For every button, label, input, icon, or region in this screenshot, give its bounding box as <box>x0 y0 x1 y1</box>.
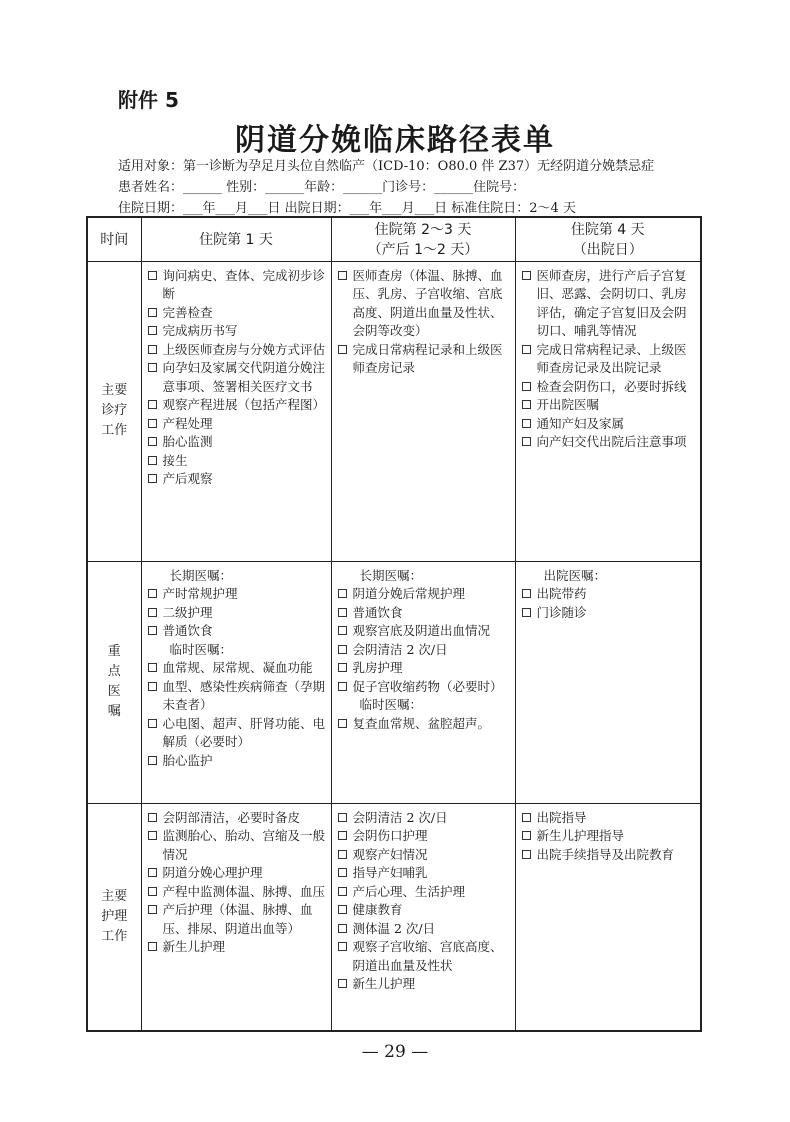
checklist-item-text: 健康教育 <box>352 902 403 917</box>
checklist-item <box>148 470 326 489</box>
checklist-item <box>338 622 510 641</box>
order-section-heading <box>338 567 510 586</box>
checklist-item <box>148 341 326 360</box>
checklist-item <box>338 827 510 846</box>
checklist-item <box>338 267 510 341</box>
checklist-item-text: 普通饮食 <box>162 623 213 638</box>
checklist-item <box>338 883 510 902</box>
checklist-item <box>338 864 510 883</box>
checklist-item-text: 新生儿护理 <box>352 976 416 991</box>
checkbox[interactable] <box>338 626 347 635</box>
checklist-item-text: 普通饮食 <box>352 604 403 620</box>
row-label-line: 重 <box>107 644 121 659</box>
checklist-item <box>148 752 326 771</box>
checkbox[interactable] <box>522 813 531 822</box>
checkbox[interactable] <box>338 942 347 951</box>
checklist-item <box>148 585 326 604</box>
checkbox[interactable] <box>148 419 157 428</box>
cell-nursing-day1 <box>141 803 331 1031</box>
checklist-item-text: 促子宫收缩药物（必要时） <box>352 678 503 694</box>
checklist-item <box>522 341 696 378</box>
checklist-item <box>338 585 510 604</box>
checkbox[interactable] <box>148 942 157 951</box>
checklist-item-text: 观察产妇情况 <box>352 846 428 862</box>
checklist-item <box>148 901 326 938</box>
checklist-item-text: 门诊随诊 <box>536 604 587 620</box>
meta-patient-info: 患者姓名：______ 性别：______年龄：______门诊号：______住院号： <box>118 180 526 195</box>
order-section-heading <box>148 567 326 586</box>
checklist-item <box>148 883 326 902</box>
table-header-row <box>87 217 701 261</box>
row-orders <box>87 561 701 803</box>
row-nursing <box>87 803 701 1031</box>
checklist-item-text: 长期医嘱： <box>359 567 423 583</box>
checklist-item <box>522 378 696 397</box>
checkbox[interactable] <box>338 887 347 896</box>
checklist-item-text: 临时医嘱： <box>359 697 423 712</box>
header-day4-line1: 住院第 4 天 <box>570 222 645 239</box>
header-day4-line2: （出院日） <box>572 242 643 259</box>
checkbox[interactable] <box>338 905 347 914</box>
checklist-item <box>148 433 326 452</box>
checkbox[interactable] <box>148 474 157 483</box>
checklist-item <box>522 415 696 434</box>
meta-dates: 住院日期：___年___月___日 出院日期：___年___月___日 标准住院日：2～4 天 <box>118 201 576 216</box>
annex-label: 附件 5 <box>118 88 179 112</box>
checklist-item-text: 产程中监测体温、脉搏、血压 <box>162 883 326 899</box>
checkbox[interactable] <box>338 345 347 354</box>
checkbox[interactable] <box>148 831 157 840</box>
checklist-item <box>338 901 510 920</box>
checklist-item <box>148 322 326 341</box>
clinical-pathway-table <box>86 216 702 1032</box>
row-label-line: 工作 <box>101 928 128 944</box>
checklist-item-text: 阴道分娩心理护理 <box>162 865 263 880</box>
checkbox[interactable] <box>148 719 157 728</box>
checkbox[interactable] <box>148 589 157 598</box>
checkbox[interactable] <box>338 589 347 598</box>
order-section-heading <box>522 567 696 586</box>
checkbox[interactable] <box>148 682 157 691</box>
checklist-item <box>338 715 510 734</box>
checklist-item-text: 产后观察 <box>162 471 213 486</box>
checklist-item-text: 新生儿护理 <box>162 939 226 954</box>
checkbox[interactable] <box>522 271 531 280</box>
checkbox[interactable] <box>522 831 531 840</box>
checklist-item-text: 完善检查 <box>162 304 213 320</box>
header-day2-3 <box>331 217 515 261</box>
cell-nursing-day2-3 <box>331 803 515 1031</box>
checklist-item <box>148 604 326 623</box>
checklist-item <box>522 396 696 415</box>
checklist-item-text: 出院医嘱： <box>543 567 607 583</box>
checklist-item-text: 临时医嘱： <box>169 641 233 657</box>
checkbox[interactable] <box>148 308 157 317</box>
checklist-item-text: 完成日常病程记录、上级医师查房记录及出院记录 <box>536 341 687 375</box>
cell-orders-day1 <box>141 561 331 803</box>
checkbox[interactable] <box>338 924 347 933</box>
checklist-item-text: 通知产妇及家属 <box>536 415 625 431</box>
checkbox[interactable] <box>338 868 347 877</box>
row-label-line: 医 <box>107 684 121 699</box>
checklist-item-text: 乳房护理 <box>352 660 403 675</box>
cell-orders-day4 <box>515 561 701 803</box>
row-treatment <box>87 261 701 561</box>
checkbox[interactable] <box>338 719 347 728</box>
checklist-item <box>522 827 696 846</box>
checklist-item-text: 出院带药 <box>536 586 587 601</box>
checklist-item <box>148 622 326 641</box>
checkbox[interactable] <box>338 608 347 617</box>
checklist-item <box>148 678 326 715</box>
checklist-item-text: 开出院医嘱 <box>536 397 600 412</box>
checklist-item-text: 会阴清洁 2 次/日 <box>352 809 448 825</box>
checklist-item-text: 观察产程进展（包括产程图） <box>162 397 326 412</box>
checklist-item <box>148 267 326 304</box>
row-label-line: 主要 <box>101 383 128 398</box>
checklist-item-text: 观察宫底及阴道出血情况 <box>352 623 491 638</box>
checkbox[interactable] <box>148 345 157 354</box>
checkbox[interactable] <box>148 271 157 280</box>
cell-nursing-day4 <box>515 803 701 1031</box>
checklist-item <box>148 304 326 323</box>
checklist-item <box>148 938 326 957</box>
checklist-item-text: 产后心理、生活护理 <box>352 883 466 899</box>
checkbox[interactable] <box>522 850 531 859</box>
checklist-item <box>338 846 510 865</box>
checklist-item-text: 询问病史、查体、完成初步诊断 <box>162 267 326 301</box>
checklist-item <box>338 920 510 939</box>
checkbox[interactable] <box>148 887 157 896</box>
checklist-item <box>522 604 696 623</box>
checklist-item-text: 血型、感染性疾病筛查（孕期未查者） <box>162 678 326 712</box>
checkbox[interactable] <box>338 663 347 672</box>
checklist-item-text: 观察子宫收缩、宫底高度、阴道出血量及性状 <box>352 939 503 973</box>
checklist-item <box>148 864 326 883</box>
checkbox[interactable] <box>148 608 157 617</box>
header-time: 时间 <box>87 217 141 261</box>
checklist-item-text: 胎心监护 <box>162 752 213 768</box>
checkbox[interactable] <box>522 608 531 617</box>
checklist-item-text: 会阴伤口护理 <box>352 828 428 843</box>
checklist-item-text: 血常规、尿常规、凝血功能 <box>162 660 313 675</box>
checklist-item <box>148 809 326 828</box>
meta-applicable-scope: 适用对象：第一诊断为孕足月头位自然临产（ICD-10：O80.0 伴 Z37）无经阴道分娩禁忌症 <box>118 159 655 174</box>
checklist-item-text: 完成日常病程记录和上级医师查房记录 <box>352 341 503 375</box>
checkbox[interactable] <box>522 345 531 354</box>
cell-treatment-day4 <box>515 261 701 561</box>
checkbox[interactable] <box>148 905 157 914</box>
header-day1: 住院第 1 天 <box>141 217 331 261</box>
checklist-item <box>522 846 696 865</box>
checklist-item <box>338 659 510 678</box>
checkbox[interactable] <box>148 626 157 635</box>
checklist-item-text: 胎心监测 <box>162 434 213 449</box>
checklist-item <box>338 341 510 378</box>
checklist-item <box>338 678 510 697</box>
order-section-heading <box>148 641 326 660</box>
checklist-item <box>148 715 326 752</box>
checklist-item-text: 长期医嘱： <box>169 567 233 583</box>
order-section-heading <box>338 696 510 715</box>
checklist-item <box>148 827 326 864</box>
checkbox[interactable] <box>148 456 157 465</box>
checklist-item-text: 检查会阴伤口，必要时拆线 <box>536 378 687 394</box>
checkbox[interactable] <box>522 419 531 428</box>
checkbox[interactable] <box>338 682 347 691</box>
row-label-line: 点 <box>107 664 121 679</box>
checklist-item-text: 向产妇交代出院后注意事项 <box>536 434 687 449</box>
checkbox[interactable] <box>522 437 531 446</box>
checklist-item <box>522 433 696 452</box>
header-day2-3-line1: 住院第 2～3 天 <box>374 222 472 239</box>
checkbox[interactable] <box>148 756 157 765</box>
checklist-item <box>338 975 510 994</box>
checkbox[interactable] <box>148 400 157 409</box>
row-label-orders <box>87 561 141 803</box>
checklist-item-text: 出院指导 <box>536 809 587 825</box>
checkbox[interactable] <box>338 645 347 654</box>
checklist-item-text: 接生 <box>162 452 188 468</box>
cell-treatment-day2-3 <box>331 261 515 561</box>
header-day2-3-line2: （产后 1～2 天） <box>367 242 479 259</box>
checklist-item-text: 医师查房，进行产后子宫复旧、恶露、会阴切口、乳房评估，确定子宫复旧及会阴切口、哺乳等情况 <box>536 267 687 338</box>
row-label-line: 嘱 <box>107 704 121 719</box>
checklist-item-text: 向孕妇及家属交代阴道分娩注意事项、签署相关医疗文书 <box>162 360 326 394</box>
row-label-line: 诊疗 <box>101 403 128 418</box>
checklist-item <box>522 585 696 604</box>
checkbox[interactable] <box>148 326 157 335</box>
page-title: 阴道分娩临床路径表单 <box>235 123 555 158</box>
checklist-item-text: 会阴清洁 2 次/日 <box>352 641 448 657</box>
row-label-nursing <box>87 803 141 1031</box>
checklist-item-text: 出院手续指导及出院教育 <box>536 846 675 862</box>
checklist-item-text: 医师查房（体温、脉搏、血压、乳房、子宫收缩、宫底高度、阴道出血量及性状、会阴等改变） <box>352 267 503 338</box>
row-label-line: 主要 <box>101 888 128 904</box>
checklist-item-text: 阴道分娩后常规护理 <box>352 586 466 601</box>
checklist-item <box>148 452 326 471</box>
page-number: — 29 — <box>361 1042 429 1062</box>
checklist-item <box>522 809 696 828</box>
checklist-item-text: 上级医师查房与分娩方式评估 <box>162 341 326 357</box>
checklist-item-text: 心电图、超声、肝肾功能、电解质（必要时） <box>162 715 326 749</box>
checklist-item <box>338 641 510 660</box>
checkbox[interactable] <box>338 813 347 822</box>
checkbox[interactable] <box>338 831 347 840</box>
checklist-item-text: 测体温 2 次/日 <box>352 920 436 936</box>
checklist-item-text: 产时常规护理 <box>162 586 238 601</box>
checklist-item-text: 二级护理 <box>162 604 213 620</box>
cell-treatment-day1 <box>141 261 331 561</box>
row-label-line: 工作 <box>101 423 128 438</box>
checklist-item-text: 指导产妇哺乳 <box>352 865 428 880</box>
checkbox[interactable] <box>148 868 157 877</box>
checkbox[interactable] <box>148 813 157 822</box>
checklist-item-text: 完成病历书写 <box>162 323 238 338</box>
checklist-item <box>338 938 510 975</box>
checkbox[interactable] <box>338 271 347 280</box>
checkbox[interactable] <box>522 400 531 409</box>
checkbox[interactable] <box>148 363 157 372</box>
checklist-item <box>148 659 326 678</box>
checklist-item-text: 会阴部清洁，必要时备皮 <box>162 809 301 825</box>
checkbox[interactable] <box>522 382 531 391</box>
checkbox[interactable] <box>148 437 157 446</box>
checklist-item-text: 产程处理 <box>162 415 213 431</box>
checklist-item-text: 监测胎心、胎动、宫缩及一般情况 <box>162 828 326 862</box>
checkbox[interactable] <box>338 979 347 988</box>
row-label-treatment <box>87 261 141 561</box>
cell-orders-day2-3 <box>331 561 515 803</box>
checklist-item <box>148 415 326 434</box>
checkbox[interactable] <box>522 589 531 598</box>
checklist-item <box>148 359 326 396</box>
checkbox[interactable] <box>338 850 347 859</box>
checklist-item-text: 新生儿护理指导 <box>536 828 625 843</box>
header-day4 <box>515 217 701 261</box>
row-label-line: 护理 <box>101 908 128 924</box>
checklist-item <box>148 396 326 415</box>
checkbox[interactable] <box>148 663 157 672</box>
checklist-item-text: 产后护理（体温、脉搏、血压、排尿、阴道出血等） <box>162 902 313 936</box>
checklist-item <box>338 604 510 623</box>
checklist-item <box>338 809 510 828</box>
checklist-item-text: 复查血常规、盆腔超声。 <box>352 715 491 731</box>
checklist-item <box>522 267 696 341</box>
